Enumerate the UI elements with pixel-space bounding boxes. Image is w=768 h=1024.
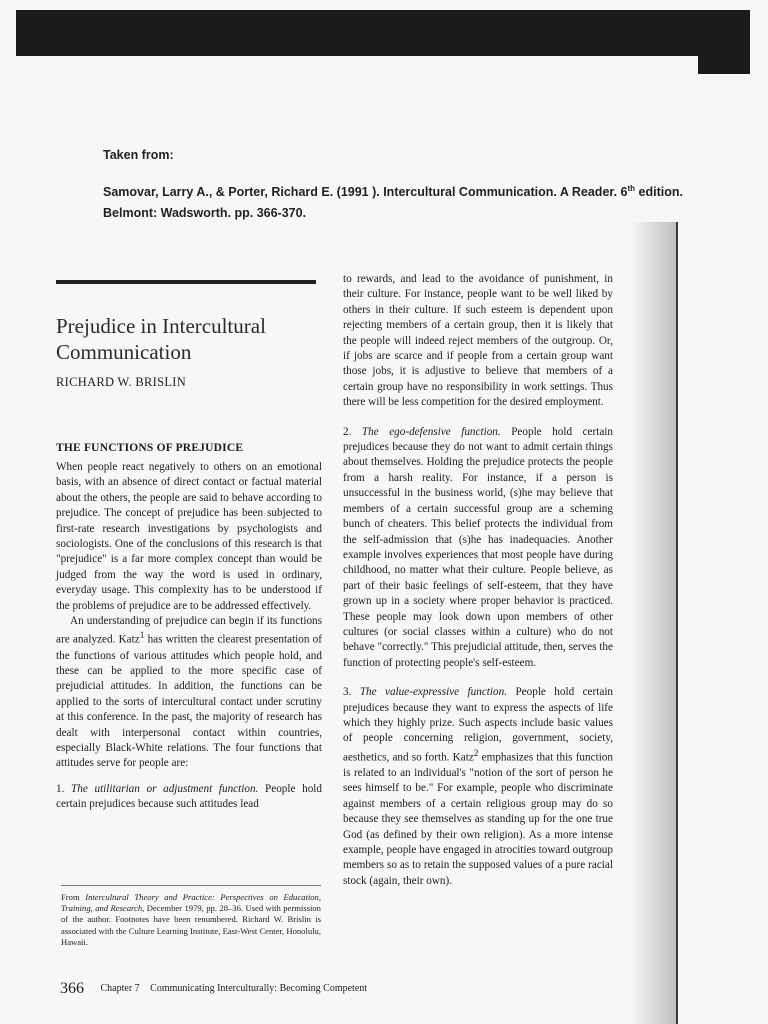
item-1-title: The utilitarian or adjustment function. bbox=[71, 782, 259, 795]
footnote-ref-1: 1 bbox=[139, 631, 145, 642]
item-2-title: The ego-defensive function. bbox=[361, 425, 501, 438]
function-item-3 bbox=[343, 685, 613, 889]
article-author: RICHARD W. BRISLIN bbox=[56, 375, 187, 389]
citation-edition: edition. bbox=[635, 185, 683, 200]
item-3-title: The value-expressive function. bbox=[359, 686, 508, 699]
paragraph-2 bbox=[56, 614, 322, 772]
item-3-number: 3. bbox=[343, 686, 352, 699]
paragraph-2-text-cont: has written the clearest presentation of the functions of various attitudes which people hold, and these can be applied to the more specific case of prejudicial attitudes. In addition, the functions can be applied to the sorts of intercultural contact under scrutiny at this conference. In the past, the majority of research has dealt with interpersonal contact within countries, especially Black-White relations. The four functions that attitudes serve for people are: bbox=[56, 634, 322, 770]
title-rule bbox=[56, 280, 316, 284]
source-label: Taken from: bbox=[103, 148, 174, 162]
item-2-number: 2. bbox=[343, 425, 352, 438]
item-3-text-cont: emphasizes that this function is related to an individual's "notion of the sort of person he sees himself to be." For example, people who discriminate against members of a certain religious group may do so because they see themselves as standing up for the one true God (as defined by their own religion). As a more intense example, people have engaged in atrocities toward outgroup members so as to retain the supposed values of a pure racial stock (again, their own). bbox=[343, 751, 613, 887]
footnote-text: December 1979, pp. 28–36. Used with permission of the author. Footnotes have been renumbered. Richard W. Brislin is associated with the Culture Learning Institute, East-West Center, Honolulu, Hawaii. bbox=[61, 903, 321, 947]
function-item-2 bbox=[343, 425, 613, 672]
function-item-1 bbox=[56, 782, 322, 813]
item-1-continued: to rewards, and lead to the avoidance of punishment, in their culture. For instance, people want to be well liked by others in their culture. If such esteem is dependent upon rejecting members of a certain group, then it is likely that the people will indeed reject members of the outgroup. Or, if jobs are scarce and if people from a certain group want those jobs, it is adjustive to believe that members of a certain group have no responsibility in work settings. Thus there will be less competition for the desired employment. bbox=[343, 273, 613, 409]
item-2-text: People hold certain prejudices because they do not want to admit certain things about themselves. Holding the prejudice protects the people from a harsh reality. For instance, if a person is unsuccessful in the business world, (s)he may believe that members of a certain successful group are a scheming bunch of cheaters. This belief protects the individual from the self-admission that (s)he has inadequacies. Another example involves experiences that most people have during childhood, no matter what their culture. People believe, as part of their basic feelings of self-esteem, that they have grown up in a society where proper behavior is practiced. These people may look down upon members of other cultures (or social classes within a culture) who do not behave "correctly." This prejudicial attitude, then, serves the function of protecting people's self-esteem. bbox=[343, 425, 613, 669]
page-edge-shadow bbox=[628, 222, 678, 1024]
page-number: 366 bbox=[60, 980, 84, 997]
chapter-title: Communicating Interculturally: Becoming Competent bbox=[150, 983, 368, 994]
footnote-ref-2: 2 bbox=[473, 748, 479, 759]
left-column bbox=[56, 441, 322, 813]
footnote-book-title: Intercultural Theory and Practice: Perspectives on Education, Training, and Research, bbox=[61, 892, 321, 914]
scan-top-bar bbox=[16, 10, 750, 56]
citation-text: Samovar, Larry A., & Porter, Richard E. (1991 ). Intercultural Communication. A Reader. 6 bbox=[103, 185, 628, 200]
section-heading: THE FUNCTIONS OF PREJUDICE bbox=[56, 442, 244, 454]
paragraph-2-text: An understanding of prejudice can begin if its functions are analyzed. Katz bbox=[56, 615, 322, 647]
page-edge-line bbox=[676, 222, 678, 1024]
edition-superscript: th bbox=[627, 184, 636, 193]
citation-line-2: Belmont: Wadsworth. pp. 366-370. bbox=[103, 206, 307, 221]
item-1-text: People hold certain prejudices because such attitudes lead bbox=[56, 782, 322, 811]
source-footnote bbox=[61, 885, 321, 948]
chapter-label: Chapter 7 bbox=[100, 983, 140, 994]
paragraph-1: When people react negatively to others on an emotional basis, with an absence of direct contact or factual material about the others, the people are said to behave according to prejudice. The concept of prejudice has been subjected to first-rate research investigations by psychologists and sociologists. One of the conclusions of this research is that "prejudice" is a far more complex concept than would be judged from the way the word is used in ordinary, everyday usage. This complexity has to be understood if the problems of prejudice are to be addressed effectively. bbox=[56, 461, 322, 612]
item-1-number: 1. bbox=[56, 782, 65, 795]
scan-top-tab bbox=[698, 50, 750, 74]
item-3-text: People hold certain prejudices because they want to express the aspects of life which they highly prize. Such aspects include basic values of people concerning religion, government, society, aesthetics, and so forth. Katz bbox=[343, 686, 614, 764]
right-column bbox=[343, 272, 613, 889]
footnote-prefix: From bbox=[61, 892, 86, 902]
page-footer bbox=[60, 980, 560, 998]
source-citation bbox=[103, 148, 703, 224]
citation-line-1 bbox=[103, 178, 703, 203]
article-title: Prejudice in Intercultural Communication bbox=[56, 314, 266, 364]
